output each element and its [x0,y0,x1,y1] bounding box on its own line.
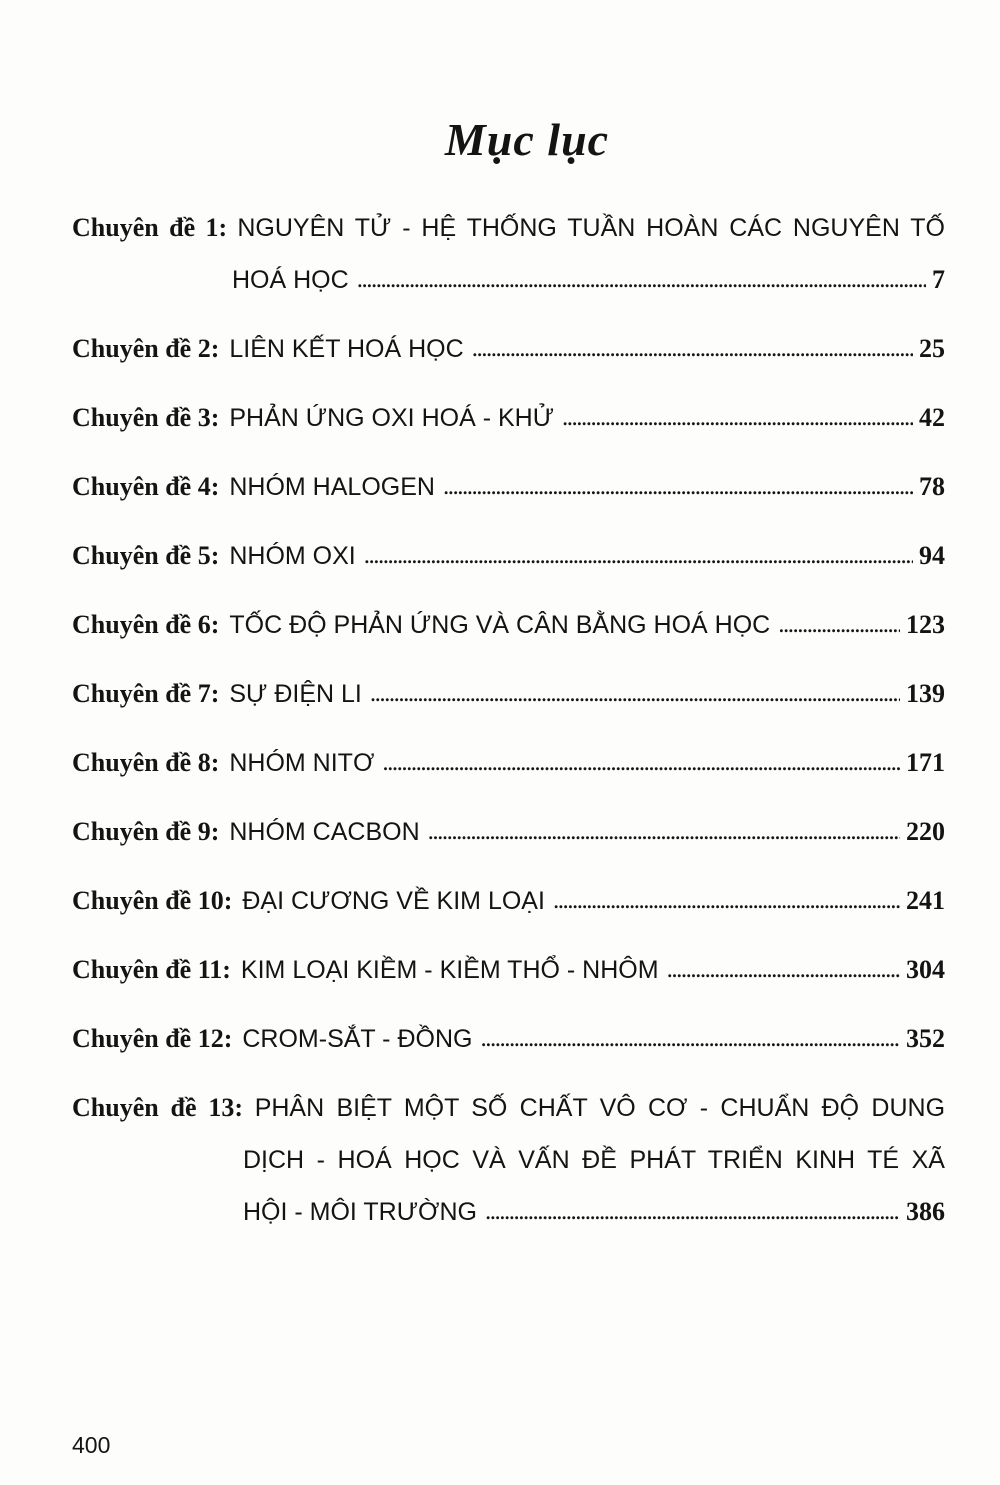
toc-entry [72,530,945,582]
toc-entry [72,944,945,996]
dot-leader [370,668,900,720]
toc-entry-label: Chuyên đề 9: [72,817,220,846]
toc-entry-line [72,202,945,254]
dot-leader [485,1186,900,1238]
toc-entry-line [72,668,945,720]
toc-entry [72,875,945,927]
toc-entry-page: 220 [906,817,945,846]
toc-entry-label: Chuyên đề 5: [72,541,220,570]
toc-entry [72,668,945,720]
toc-entry-title: NHÓM OXI [229,542,356,570]
toc-entry-page: 25 [919,334,945,363]
toc-entry-line [72,806,945,858]
dot-leader [472,323,913,375]
dot-leader [667,944,900,996]
dot-leader [562,392,913,444]
toc-entry [72,202,945,306]
toc-entry-title: PHÂN BIỆT MỘT SỐ CHẤT VÔ CƠ - CHUẨN ĐỘ DUNG [254,1094,946,1122]
toc-entry-line [72,875,945,927]
toc-entry-line [232,254,945,306]
toc-entry-label: Chuyên đề 7: [72,679,220,708]
toc-entry-line [72,323,945,375]
toc-entry-line [72,944,945,996]
toc-entry-page: 7 [932,265,945,294]
dot-leader [778,599,900,651]
toc-entry-title: DỊCH - HOÁ HỌC VÀ VẤN ĐỀ PHÁT TRIỂN KINH TÉ XÃ [243,1146,945,1174]
toc-entry-page: 94 [919,541,945,570]
toc-entry-page: 386 [906,1197,945,1226]
page-number: 400 [72,1432,111,1458]
toc-entry-title: NHÓM NITƠ [229,749,375,777]
toc-entry [72,806,945,858]
toc-entry-line [72,737,945,789]
toc-entry-line [243,1134,945,1186]
toc-entry-label: Chuyên đề 4: [72,472,220,501]
toc-entry-title: NHÓM CACBON [229,818,420,846]
toc-entry-title: NGUYÊN TỬ - HỆ THỐNG TUẦN HOÀN CÁC NGUYÊN TỐ [237,214,945,242]
toc-entry-page: 171 [906,748,945,777]
toc-entry-title: SỰ ĐIỆN LI [229,680,362,708]
toc-entry-line [72,392,945,444]
toc-entry-label: Chuyên đề 1: [72,213,228,242]
toc-entry-line [72,1082,945,1134]
toc-entry-label: Chuyên đề 2: [72,334,220,363]
toc-entry-line [243,1186,945,1238]
toc-entry [72,392,945,444]
toc-entry-page: 78 [919,472,945,501]
toc-entry-title: ĐẠI CƯƠNG VỀ KIM LOẠI [242,887,545,915]
toc-entry-title: HOÁ HỌC [232,266,349,294]
dot-leader [357,254,926,306]
toc-entry [72,323,945,375]
toc-entry-line [72,1013,945,1065]
toc-entry-page: 304 [906,955,945,984]
toc-entry [72,1013,945,1065]
toc-entry-title: LIÊN KẾT HOÁ HỌC [229,335,464,363]
toc-entry [72,461,945,513]
toc-entry-label: Chuyên đề 3: [72,403,220,432]
toc-entry-label: Chuyên đề 8: [72,748,220,777]
toc-entry [72,1082,945,1238]
toc-entry-page: 241 [906,886,945,915]
toc-heading: Mục lục [444,114,610,165]
dot-leader [480,1013,900,1065]
toc-entry-title: KIM LOẠI KIỀM - KIỀM THỔ - NHÔM [240,956,659,984]
toc-entry-title: CROM-SẮT - ĐỒNG [242,1025,473,1053]
toc-entry-title: HỘI - MÔI TRƯỜNG [243,1198,477,1226]
toc-entry-title: PHẢN ỨNG OXI HOÁ - KHỬ [229,404,555,432]
toc-entry-label: Chuyên đề 6: [72,610,220,639]
dot-leader [364,530,913,582]
toc-entry-line [72,530,945,582]
toc-entry-page: 123 [906,610,945,639]
toc-entry-page: 42 [919,403,945,432]
dot-leader [428,806,900,858]
table-of-contents [72,202,945,1255]
toc-entry-label: Chuyên đề 10: [72,886,233,915]
toc-entry [72,599,945,651]
dot-leader [553,875,900,927]
toc-entry-line [72,599,945,651]
dot-leader [382,737,900,789]
toc-entry-label: Chuyên đề 13: [72,1093,244,1122]
toc-entry-page: 139 [906,679,945,708]
toc-entry-line [72,461,945,513]
toc-entry [72,737,945,789]
toc-entry-label: Chuyên đề 11: [72,955,231,984]
toc-entry-label: Chuyên đề 12: [72,1024,233,1053]
toc-entry-page: 352 [906,1024,945,1053]
dot-leader [443,461,913,513]
toc-entry-title: NHÓM HALOGEN [229,473,435,501]
toc-entry-title: TỐC ĐỘ PHẢN ỨNG VÀ CÂN BẰNG HOÁ HỌC [229,611,771,639]
